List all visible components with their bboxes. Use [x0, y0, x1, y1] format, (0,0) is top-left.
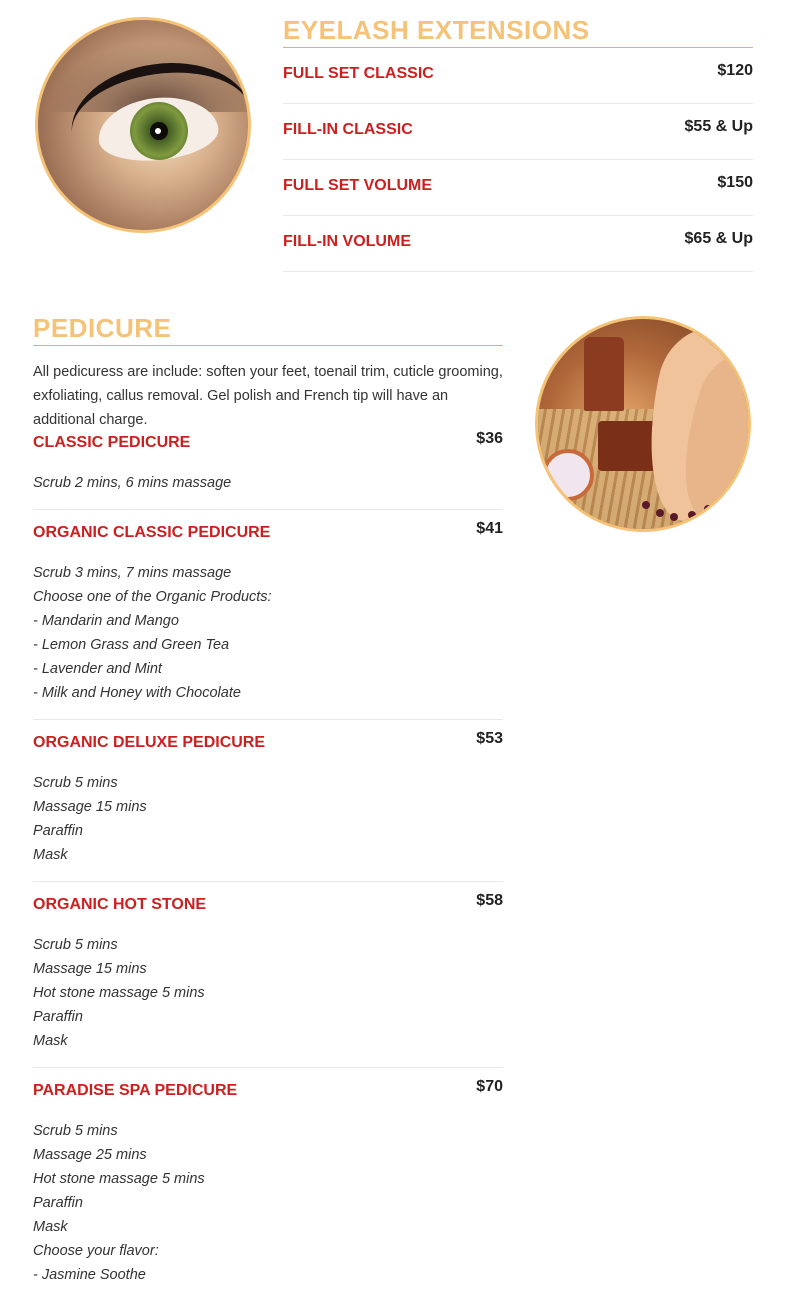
eyelash-section — [283, 14, 753, 272]
description-line: Scrub 5 mins — [33, 1123, 118, 1139]
description-line: Mask — [33, 1033, 68, 1049]
description-line: Paraffin — [33, 823, 83, 839]
pedicure-description — [33, 933, 503, 1053]
description-line: Scrub 5 mins — [33, 937, 118, 953]
description-line: Massage 15 mins — [33, 961, 147, 977]
pedicure-description — [33, 471, 503, 495]
pedicure-description — [33, 561, 503, 705]
description-line: - Lemon Grass and Green Tea — [33, 637, 230, 653]
pedicure-price: $36 — [476, 430, 503, 447]
service-row — [283, 216, 753, 272]
pedicure-price: $53 — [476, 730, 503, 747]
service-price: $120 — [717, 62, 753, 79]
pedicure-name: PARADISE SPA PEDICURE — [33, 1082, 238, 1099]
description-line: Scrub 5 mins — [33, 775, 118, 791]
description-line: - Lavender and Mint — [33, 661, 162, 677]
service-name: FULL SET VOLUME — [283, 177, 433, 194]
pedicure-title: PEDICURE — [33, 313, 172, 343]
service-name: FILL-IN CLASSIC — [283, 121, 413, 138]
description-line: Choose your flavor: — [33, 1243, 159, 1259]
description-line: Paraffin — [33, 1009, 83, 1025]
eyelash-photo — [35, 17, 251, 233]
pedicure-item — [33, 732, 503, 882]
pedicure-name: ORGANIC HOT STONE — [33, 896, 207, 913]
service-row — [283, 104, 753, 160]
pedicure-item — [33, 1080, 503, 1301]
pedicure-price: $41 — [476, 520, 503, 537]
description-line: Mask — [33, 1219, 68, 1235]
pedicure-section — [33, 312, 503, 1301]
service-price: $55 & Up — [684, 118, 753, 135]
description-line: Paraffin — [33, 1195, 83, 1211]
description-line: - Jasmine Soothe — [33, 1267, 146, 1283]
pedicure-intro: All pedicuress are include: soften your feet, toenail trim, cuticle grooming, exfoliating, callus removal. Gel polish and French tip will have an additional charge. — [33, 364, 503, 428]
service-row — [283, 48, 753, 104]
pedicure-item — [33, 522, 503, 720]
description-line: Scrub 2 mins, 6 mins massage — [33, 475, 232, 491]
pedicure-description — [33, 1119, 503, 1287]
description-line: - Milk and Honey with Chocolate — [33, 685, 241, 701]
service-price: $150 — [717, 174, 753, 191]
pedicure-item — [33, 894, 503, 1068]
eyelash-title: EYELASH EXTENSIONS — [283, 15, 590, 45]
pedicure-item — [33, 432, 503, 510]
pedicure-description — [33, 771, 503, 867]
description-line: Choose one of the Organic Products: — [33, 589, 272, 605]
pedicure-name: CLASSIC PEDICURE — [33, 434, 191, 451]
pedicure-photo — [535, 316, 751, 532]
service-name: FILL-IN VOLUME — [283, 233, 411, 250]
description-line: Hot stone massage 5 mins — [33, 1171, 205, 1187]
service-row — [283, 160, 753, 216]
pedicure-name: ORGANIC DELUXE PEDICURE — [33, 734, 266, 751]
service-name: FULL SET CLASSIC — [283, 65, 434, 82]
description-line: Hot stone massage 5 mins — [33, 985, 205, 1001]
service-price: $65 & Up — [684, 230, 753, 247]
description-line: - Mandarin and Mango — [33, 613, 179, 629]
pedicure-price: $70 — [476, 1078, 503, 1095]
title-divider — [33, 345, 503, 346]
description-line: Scrub 3 mins, 7 mins massage — [33, 565, 232, 581]
description-line: Massage 15 mins — [33, 799, 147, 815]
description-line: Massage 25 mins — [33, 1147, 147, 1163]
pedicure-name: ORGANIC CLASSIC PEDICURE — [33, 524, 271, 541]
pedicure-price: $58 — [476, 892, 503, 909]
description-line: Mask — [33, 847, 68, 863]
